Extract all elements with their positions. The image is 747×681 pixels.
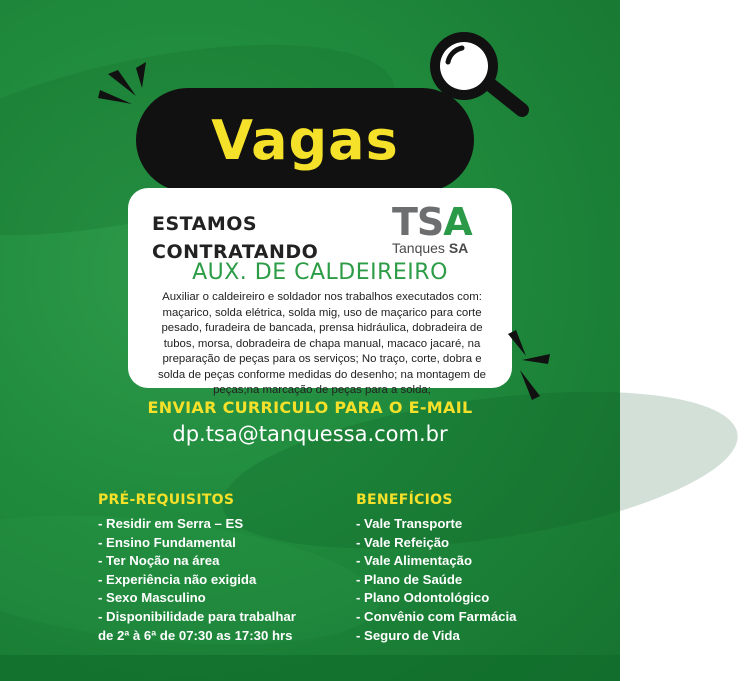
list-item: - Disponibilidade para trabalhar <box>98 608 296 624</box>
job-description: Auxiliar o caldeireiro e soldador nos trabalhos executados com: maçarico, solda elétrica, solda mig, uso de maçarico para corte pesado, furadeira de bancada, prensa hidráulica, dobradeira de tubos, morsa, dobradeira de chapa manual, macaco jacaré, na preparação de peças para os serviços; No traço, corte, dobra e solda de peças conforme medidas do desenho; na montagem de peças;na marcação de peças para a solda; <box>157 291 486 396</box>
logo-letters: TSA <box>392 200 472 244</box>
list-item: - Vale Alimentação <box>356 553 473 569</box>
benefits-section <box>356 492 576 645</box>
job-title: AUX. DE CALDEIREIRO <box>192 260 448 285</box>
list-item: - Seguro de Vida <box>356 627 460 643</box>
hiring-line-2: CONTRATANDO <box>152 241 319 263</box>
spark-icon <box>92 56 152 116</box>
bottom-band <box>0 655 620 681</box>
list-item: - Residir em Serra – ES <box>98 516 244 531</box>
hiring-line-1: ESTAMOS <box>152 213 258 235</box>
magnifier-icon <box>412 26 532 126</box>
list-item: - Ter Noção na área <box>98 553 220 569</box>
benefits-title: BENEFÍCIOS <box>356 492 453 508</box>
headline: Vagas <box>211 108 399 172</box>
list-item: - Vale Transporte <box>356 516 463 531</box>
list-item: - Ensino Fundamental <box>98 534 236 550</box>
list-item: - Vale Refeição <box>356 534 450 550</box>
hiring-heading <box>152 210 318 266</box>
list-item: - Experiência não exigida <box>98 571 257 587</box>
company-logo <box>392 202 488 262</box>
requirements-list <box>98 515 338 645</box>
requirements-title: PRÉ-REQUISITOS <box>98 492 235 508</box>
benefits-list <box>356 515 576 645</box>
list-item: - Sexo Masculino <box>98 590 206 606</box>
send-cv-label: ENVIAR CURRICULO PARA O E-MAIL <box>147 398 473 417</box>
list-item: de 2ª à 6ª de 07:30 as 17:30 hrs <box>98 627 293 643</box>
logo-subtitle: Tanques SA <box>392 240 469 256</box>
requirements-section <box>98 492 338 645</box>
list-item: - Plano de Saúde <box>356 571 463 587</box>
job-card <box>128 188 512 396</box>
list-item: - Convênio com Farmácia <box>356 608 517 624</box>
spark-icon <box>500 326 560 406</box>
email-link[interactable]: dp.tsa@tanquessa.com.br <box>172 422 448 446</box>
list-item: - Plano Odontológico <box>356 590 490 606</box>
